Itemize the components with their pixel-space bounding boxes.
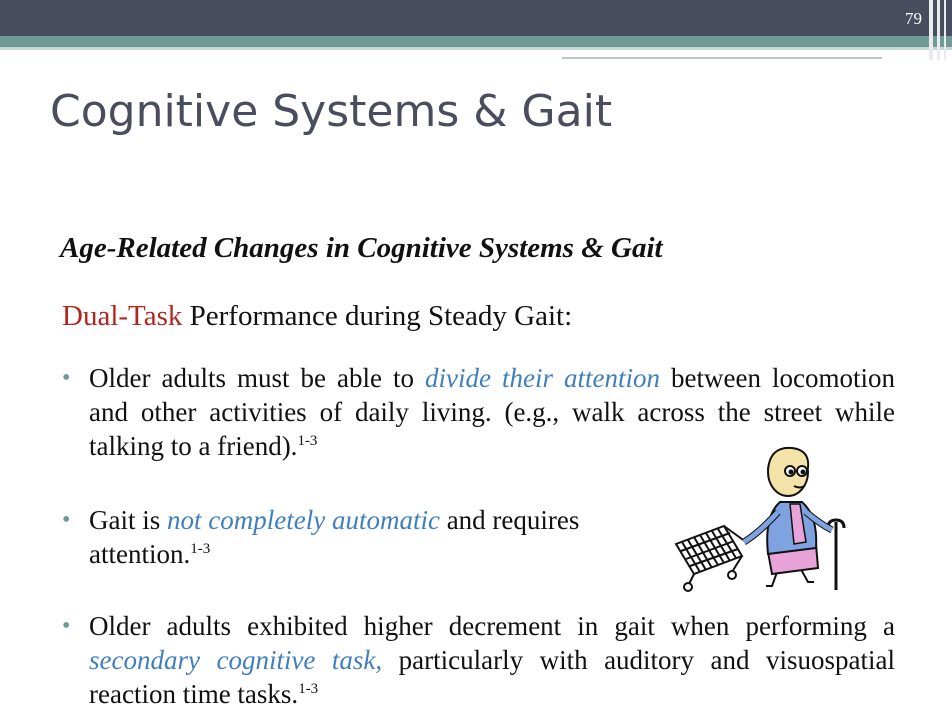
bullet-text: Gait is — [89, 505, 167, 535]
slide-title: Cognitive Systems & Gait — [50, 86, 613, 137]
elderly-woman-walker-icon — [668, 432, 848, 592]
header-band-teal — [0, 36, 952, 47]
citation-ref: 1-3 — [298, 681, 319, 697]
bullet-text: between locomotion and other activities of daily living. (e.g., walk across the street while talking to a friend). — [89, 363, 895, 461]
citation-ref: 1-3 — [297, 433, 318, 449]
bullet-emphasis: secondary cognitive task, — [89, 645, 383, 675]
bullet-item — [89, 609, 895, 711]
bullet-text: and requires attention. — [89, 505, 580, 569]
head — [768, 448, 808, 496]
bullet-text: particularly with auditory and visuospatial reaction time tasks. — [89, 645, 895, 709]
page-number: 79 — [905, 9, 922, 28]
citation-ref: 1-3 — [190, 541, 211, 557]
header-vertical-bar — [944, 0, 946, 60]
slide-subtitle: Age-Related Changes in Cognitive Systems & Gait — [60, 232, 663, 264]
bullet-text: Older adults must be able to — [89, 363, 426, 393]
bullet-item — [89, 503, 592, 571]
header-vertical-bar — [937, 0, 940, 60]
header-thin-line — [562, 57, 882, 59]
section-heading — [62, 300, 572, 333]
section-heading-text: Performance during Steady Gait: — [182, 300, 573, 332]
section-heading-highlight: Dual-Task — [62, 300, 183, 332]
header-band-light — [0, 47, 952, 50]
bullet-emphasis: not completely automatic — [167, 505, 440, 535]
header-vertical-bar — [929, 0, 933, 60]
bullet-emphasis: divide their attention — [425, 363, 661, 393]
bullet-text: Older adults exhibited higher decrement in gait when performing a — [89, 611, 895, 641]
walker-basket — [676, 526, 746, 591]
header-band-dark — [0, 0, 952, 36]
